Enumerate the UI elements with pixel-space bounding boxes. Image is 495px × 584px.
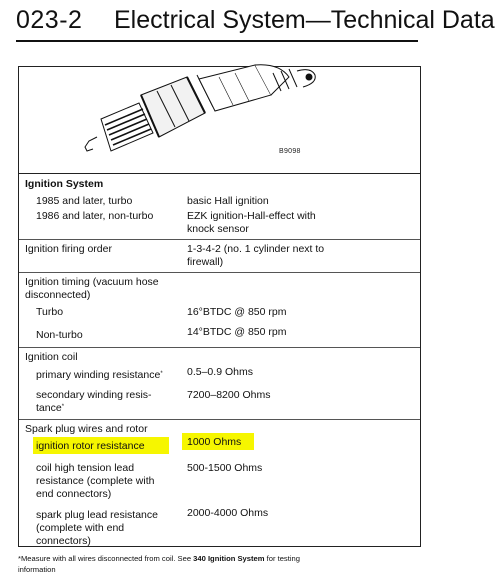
spark-plug-illustration-icon	[19, 67, 420, 173]
row-label: Ignition firing order	[25, 243, 112, 255]
row-value: firewall)	[187, 256, 224, 268]
footnote-reference: 340 Ignition System	[193, 554, 265, 563]
row-value: 500-1500 Ohms	[187, 462, 263, 474]
row-value: 1000 Ohms	[187, 436, 242, 448]
row-label: (complete with end	[36, 522, 125, 534]
figure-divider	[19, 173, 420, 174]
row-value: 7200–8200 Ohms	[187, 389, 271, 401]
row-divider	[19, 419, 420, 420]
row-label: 1986 and later, non-turbo	[36, 210, 154, 222]
header-rule	[16, 40, 418, 42]
row-divider	[19, 272, 420, 273]
page-header	[16, 6, 495, 44]
row-label: resistance (complete with	[36, 475, 155, 487]
row-value: EZK ignition-Hall-effect with	[187, 210, 316, 222]
row-value: 1-3-4-2 (no. 1 cylinder next to	[187, 243, 325, 255]
row-value: 14°BTDC @ 850 rpm	[187, 326, 287, 338]
row-label: Ignition coil	[25, 351, 78, 363]
technical-data-table	[18, 66, 421, 547]
row-label: disconnected)	[25, 289, 91, 301]
row-value: 16°BTDC @ 850 rpm	[187, 306, 287, 318]
row-divider	[19, 239, 420, 240]
row-label: 1985 and later, turbo	[36, 195, 133, 207]
row-value: knock sensor	[187, 223, 249, 235]
row-label: Turbo	[36, 306, 64, 318]
row-value: basic Hall ignition	[187, 195, 269, 207]
row-label: Spark plug wires and rotor	[25, 423, 148, 435]
footnote: *Measure with all wires disconnected from coil. See 340 Ignition System for testing information	[18, 554, 300, 574]
row-label: secondary winding resis-	[36, 389, 152, 401]
ignition-system-heading: Ignition System	[25, 178, 104, 190]
row-label: connectors)	[36, 535, 91, 547]
row-value: 2000-4000 Ohms	[187, 507, 269, 519]
row-label: tance*	[36, 402, 65, 414]
row-label: coil high tension lead	[36, 462, 135, 474]
figure-code: B9098	[279, 148, 301, 155]
row-label: spark plug lead resistance	[36, 509, 158, 521]
row-label: ignition rotor resistance	[36, 440, 145, 452]
row-label: Non-turbo	[36, 329, 83, 341]
row-divider	[19, 347, 420, 348]
row-label: Ignition timing (vacuum hose	[25, 276, 159, 288]
row-label: primary winding resistance*	[36, 369, 163, 381]
section-number: 023-2	[16, 6, 83, 34]
page-title: Electrical System—Technical Data	[114, 6, 495, 34]
row-value: 0.5–0.9 Ohms	[187, 366, 253, 378]
spark-plug-figure	[19, 67, 420, 173]
row-label: end connectors)	[36, 488, 112, 500]
